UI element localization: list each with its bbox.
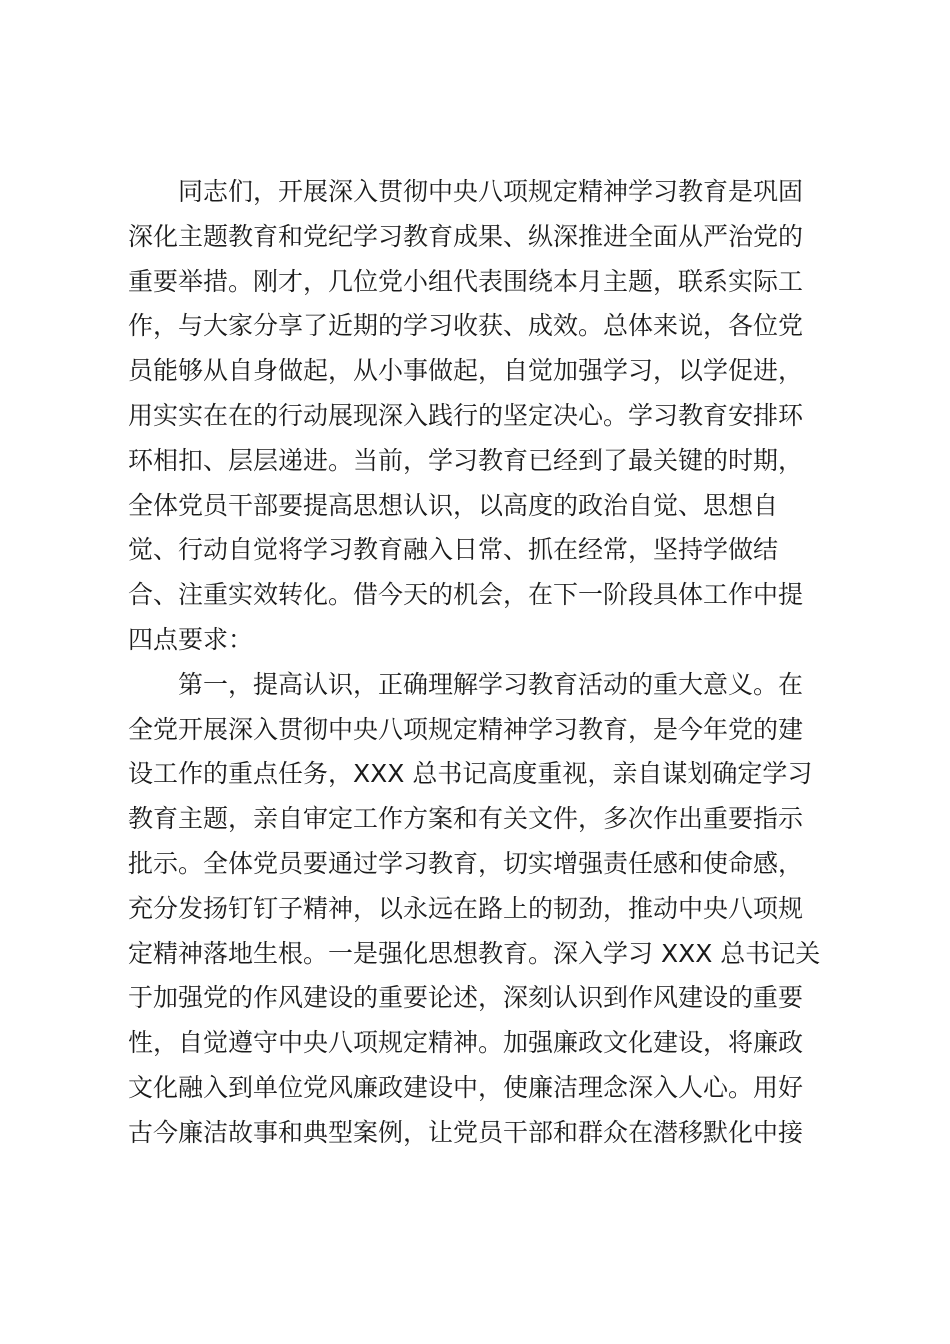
text-line: 性，自觉遵守中央八项规定精神。加强廉政文化建设，将廉政	[128, 1028, 804, 1058]
text-line: 批示。全体党员要通过学习教育，切实增强责任感和使命感，	[128, 848, 804, 878]
paragraph-1	[128, 170, 828, 663]
text-line: 环相扣、层层递进。当前，学习教育已经到了最关键的时期，	[128, 445, 804, 475]
text-line: 同志们，开展深入贯彻中央八项规定精神学习教育是巩固	[178, 177, 804, 206]
text-line: 员能够从自身做起，从小事做起，自觉加强学习，以学促进，	[128, 356, 804, 386]
text-line: 于加强党的作风建设的重要论述，深刻认识到作风建设的重要	[128, 983, 804, 1013]
text-line: 设工作的重点任务，XXX 总书记高度重视，亲自谋划确定学习	[128, 759, 813, 789]
text-line: 用实实在在的行动展现深入践行的坚定决心。学习教育安排环	[128, 400, 804, 430]
text-line: 充分发扬钉钉子精神，以永远在路上的韧劲，推动中央八项规	[128, 893, 804, 923]
text-line: 定精神落地生根。一是强化思想教育。深入学习 XXX 总书记关	[128, 938, 821, 968]
text-line: 觉、行动自觉将学习教育融入日常、抓在经常，坚持学做结	[128, 535, 779, 565]
text-line: 重要举措。刚才，几位党小组代表围绕本月主题，联系实际工	[128, 266, 804, 296]
text-line: 古今廉洁故事和典型案例，让党员干部和群众在潜移默化中接	[128, 1117, 804, 1147]
text-line: 全体党员干部要提高思想认识，以高度的政治自觉、思想自	[128, 490, 779, 520]
text-line: 第一，提高认识，正确理解学习教育活动的重大意义。在	[178, 669, 804, 699]
text-line: 深化主题教育和党纪学习教育成果、纵深推进全面从严治党的	[128, 221, 804, 251]
text-line: 全党开展深入贯彻中央八项规定精神学习教育，是今年党的建	[128, 714, 804, 744]
document-body	[128, 170, 828, 1156]
text-line: 四点要求：	[128, 624, 254, 654]
text-line: 合、注重实效转化。借今天的机会，在下一阶段具体工作中提	[128, 580, 804, 610]
text-line: 文化融入到单位党风廉政建设中，使廉洁理念深入人心。用好	[128, 1072, 804, 1102]
paragraph-2	[128, 663, 828, 1156]
text-line: 作，与大家分享了近期的学习收获、成效。总体来说，各位党	[128, 311, 804, 341]
text-line: 教育主题，亲自审定工作方案和有关文件，多次作出重要指示	[128, 804, 804, 834]
